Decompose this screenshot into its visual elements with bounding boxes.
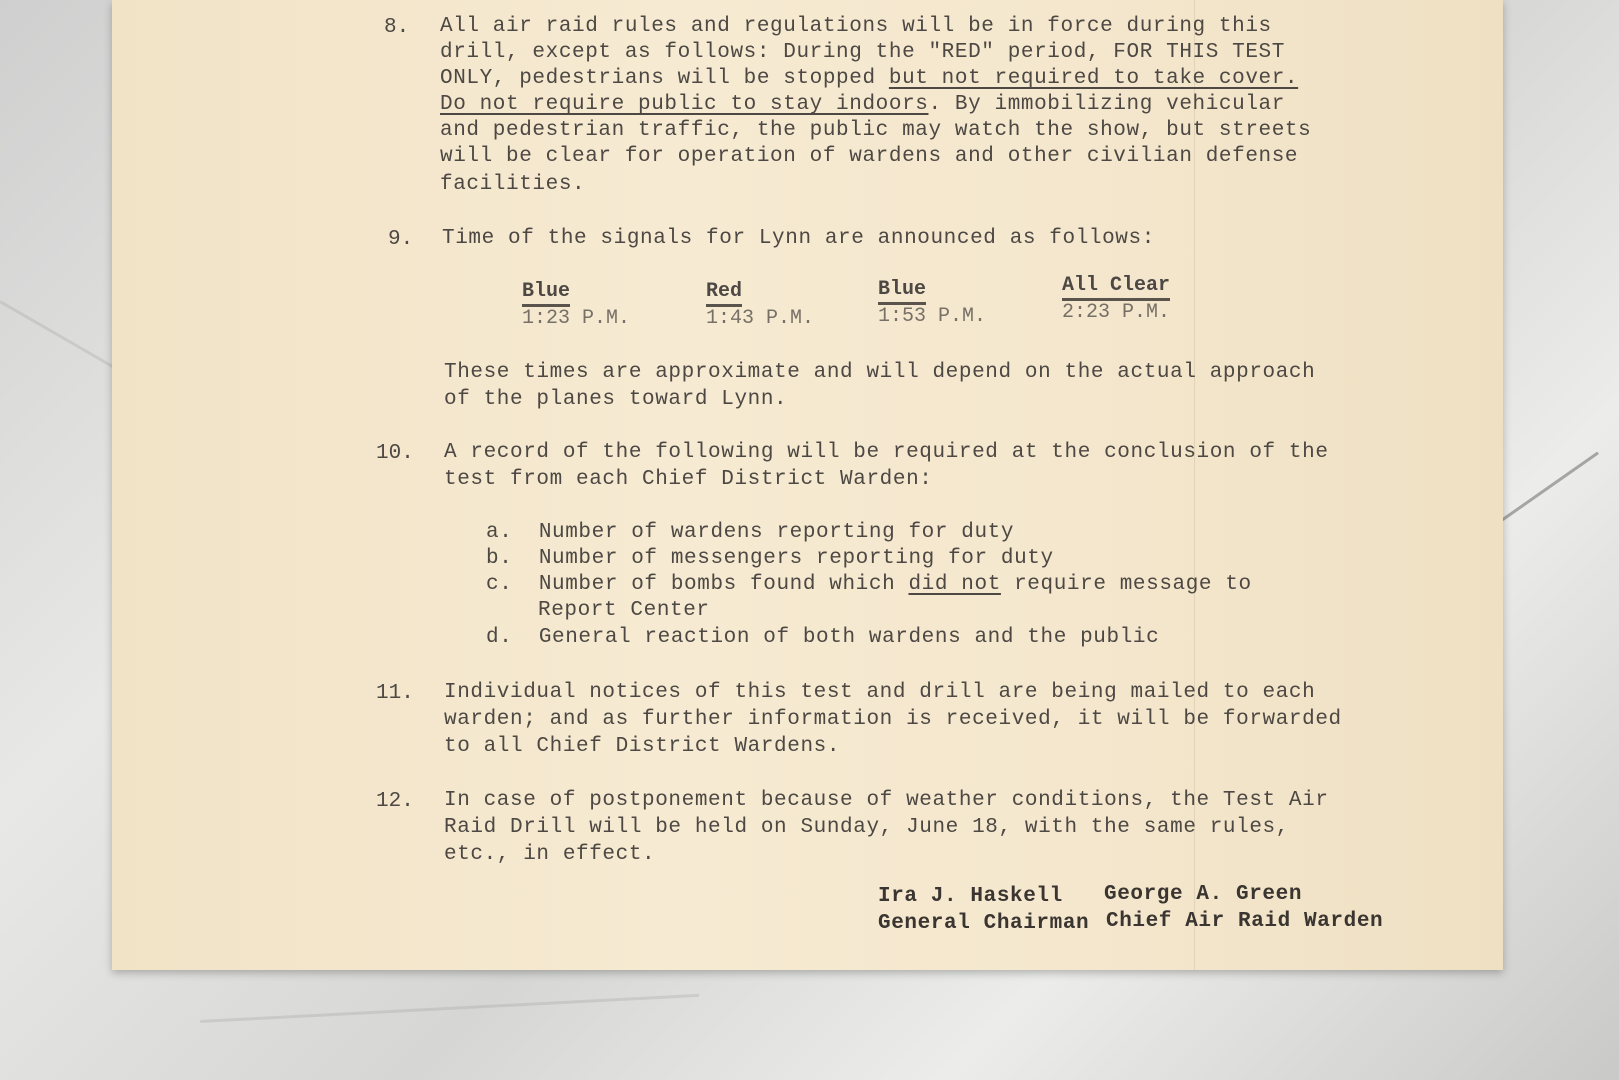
- note-line: of the planes toward Lynn.: [444, 388, 788, 411]
- item-12-line: Raid Drill will be held on Sunday, June 18, with the same rules,: [444, 816, 1289, 839]
- signal-red: Red 1:43 P.M.: [706, 280, 815, 330]
- signal-blue-2: Blue 1:53 P.M.: [878, 278, 987, 328]
- signer-1-title: General Chairman: [878, 912, 1090, 935]
- signer-2-title: Chief Air Raid Warden: [1106, 910, 1384, 933]
- item-11-line: Individual notices of this test and drill are being mailed to each: [444, 681, 1316, 704]
- item-8-line: will be clear for operation of wardens and other civilian defense: [440, 145, 1299, 168]
- record-item: b. Number of messengers reporting for duty: [486, 547, 1054, 570]
- item-8-line: All air raid rules and regulations will be in force during this: [440, 15, 1272, 38]
- item-8-line: Do not require public to stay indoors. By immobilizing vehicular: [440, 93, 1285, 116]
- signal-all-clear: All Clear 2:23 P.M.: [1062, 274, 1171, 324]
- item-10-line: test from each Chief District Warden:: [444, 468, 933, 491]
- document-page: [112, 0, 1503, 970]
- item-10-line: A record of the following will be required at the conclusion of the: [444, 441, 1329, 464]
- item-8-line: facilities.: [440, 173, 586, 196]
- item-9-number: 9.: [388, 228, 414, 251]
- item-8-line: ONLY, pedestrians will be stopped but not required to take cover.: [440, 67, 1299, 90]
- item-11-line: to all Chief District Wardens.: [444, 735, 841, 758]
- item-12-number: 12.: [376, 790, 414, 813]
- record-item: c. Number of bombs found which did not require message to: [486, 573, 1252, 596]
- item-12-line: In case of postponement because of weather conditions, the Test Air: [444, 789, 1329, 812]
- item-10-number: 10.: [376, 442, 414, 465]
- signer-1-name: Ira J. Haskell: [878, 885, 1063, 908]
- item-11-number: 11.: [376, 682, 414, 705]
- item-12-line: etc., in effect.: [444, 843, 656, 866]
- record-item-cont: Report Center: [538, 599, 710, 622]
- item-9-text: Time of the signals for Lynn are announced as follows:: [442, 227, 1155, 250]
- item-11-line: warden; and as further information is received, it will be forwarded: [444, 708, 1342, 731]
- item-8-number: 8.: [384, 16, 410, 39]
- note-line: These times are approximate and will depend on the actual approach: [444, 361, 1316, 384]
- record-item: d. General reaction of both wardens and the public: [486, 626, 1160, 649]
- item-8-line: drill, except as follows: During the "RED" period, FOR THIS TEST: [440, 41, 1285, 64]
- signal-blue-1: Blue 1:23 P.M.: [522, 280, 631, 330]
- signer-2-name: George A. Green: [1104, 883, 1303, 906]
- record-item: a. Number of wardens reporting for duty: [486, 521, 1015, 544]
- item-8-line: and pedestrian traffic, the public may watch the show, but streets: [440, 119, 1312, 142]
